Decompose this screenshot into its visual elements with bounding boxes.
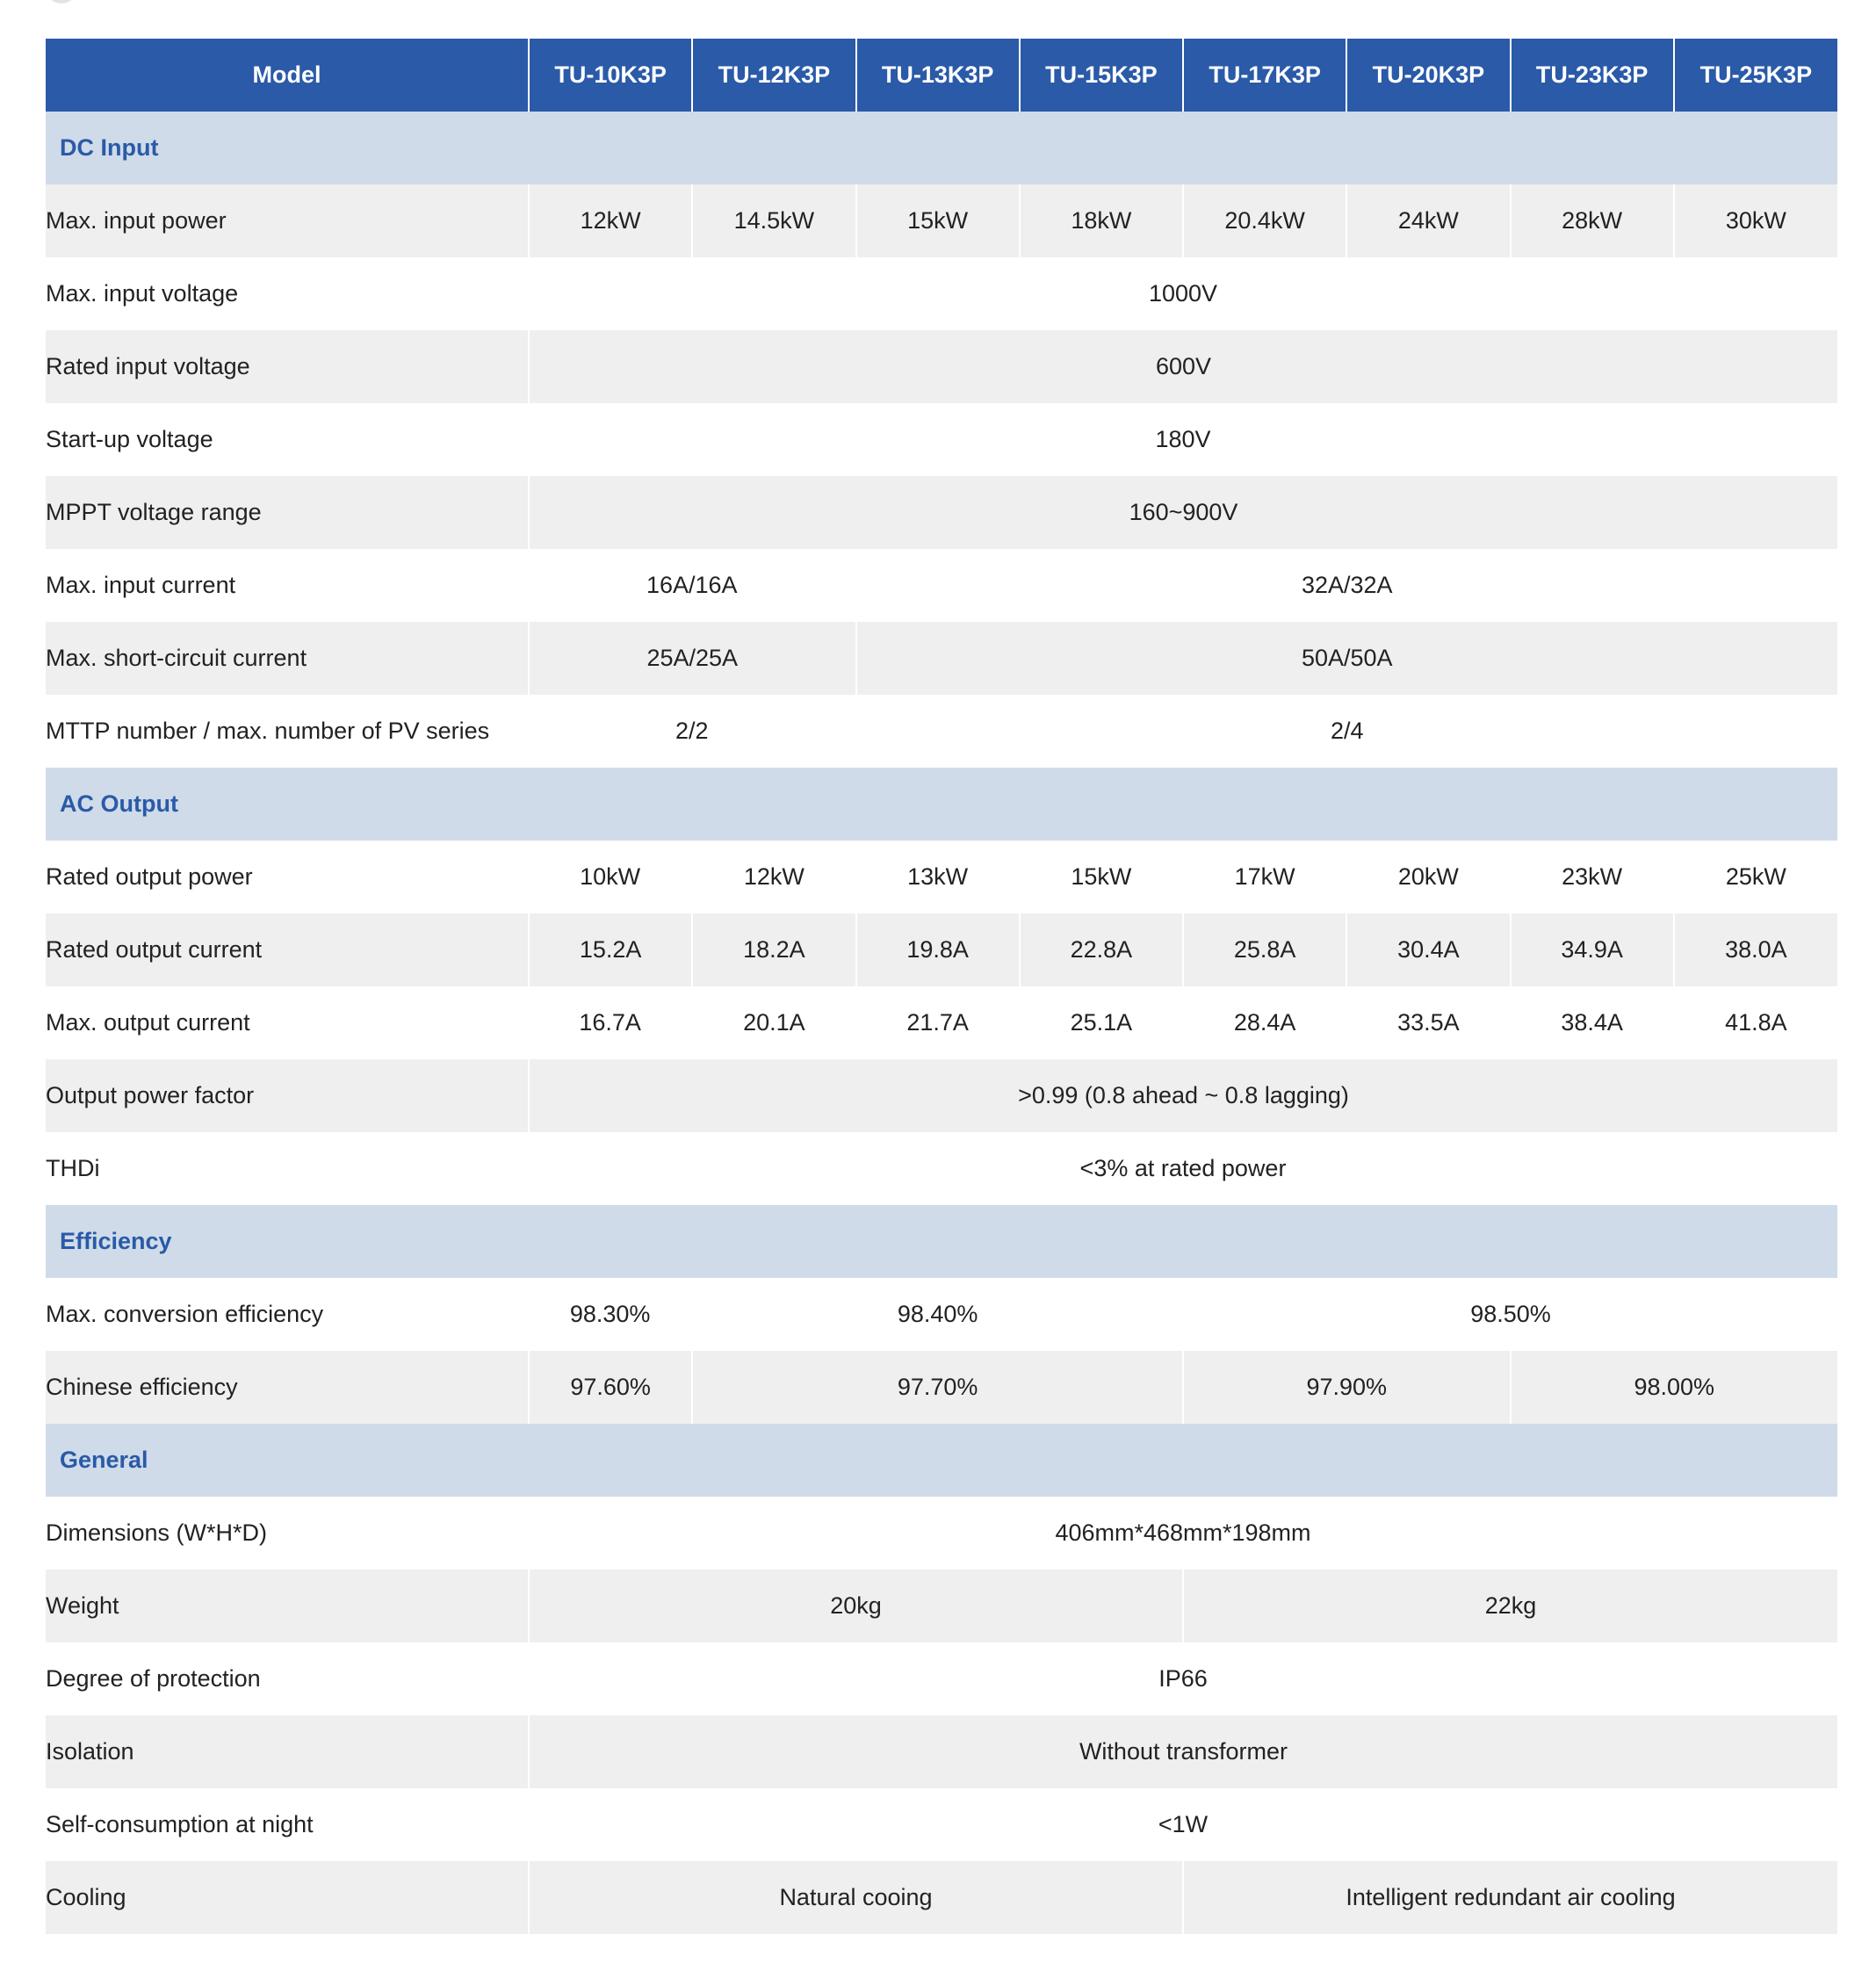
section-title: DC Input: [46, 112, 1837, 184]
cell-value: 98.50%: [1183, 1278, 1837, 1351]
cell-value: 20.4kW: [1183, 184, 1346, 257]
cell-value: 23kW: [1511, 841, 1674, 913]
row-label: Rated output current: [46, 913, 529, 986]
section-title: Efficiency: [46, 1205, 1837, 1278]
cell-value: IP66: [529, 1642, 1837, 1715]
cell-value: 2/2: [529, 695, 856, 768]
model-column-header: TU-25K3P: [1674, 39, 1837, 112]
row-label: Max. input current: [46, 549, 529, 622]
row-label: Degree of protection: [46, 1642, 529, 1715]
section-title: AC Output: [46, 768, 1837, 841]
row-label: Max. short-circuit current: [46, 622, 529, 695]
row-label: Output power factor: [46, 1059, 529, 1132]
row-rated-output-current: [46, 913, 1837, 986]
cell-value: 15kW: [856, 184, 1020, 257]
cell-value: 22.8A: [1020, 913, 1183, 986]
cell-value: 25A/25A: [529, 622, 856, 695]
cell-value: 16A/16A: [529, 549, 856, 622]
cell-value: 600V: [529, 330, 1837, 403]
model-column-header: TU-20K3P: [1346, 39, 1510, 112]
cell-value: 10kW: [529, 841, 692, 913]
cell-value: 97.90%: [1183, 1351, 1511, 1424]
row-label: MPPT voltage range: [46, 476, 529, 549]
row-output-power-factor: [46, 1059, 1837, 1132]
row-thdi: [46, 1132, 1837, 1205]
model-header: Model: [46, 39, 529, 112]
row-label: Max. input power: [46, 184, 529, 257]
cell-value: 13kW: [856, 841, 1020, 913]
row-label: Isolation: [46, 1715, 529, 1788]
cell-value: 50A/50A: [856, 622, 1838, 695]
row-label: Cooling: [46, 1861, 529, 1934]
row-label: Max. input voltage: [46, 257, 529, 330]
row-label: THDi: [46, 1132, 529, 1205]
cell-value: 22kg: [1183, 1570, 1837, 1642]
row-label: Self-consumption at night: [46, 1788, 529, 1861]
cell-value: 20kg: [529, 1570, 1183, 1642]
cell-value: 18kW: [1020, 184, 1183, 257]
section-ac-output: [46, 768, 1837, 841]
row-cooling: [46, 1861, 1837, 1934]
cell-value: 160~900V: [529, 476, 1837, 549]
cell-value: 98.30%: [529, 1278, 692, 1351]
row-degree-of-protection: [46, 1642, 1837, 1715]
row-weight: [46, 1570, 1837, 1642]
header-row: [46, 39, 1837, 112]
cell-value: 14.5kW: [692, 184, 855, 257]
cell-value: >0.99 (0.8 ahead ~ 0.8 lagging): [529, 1059, 1837, 1132]
cell-value: 19.8A: [856, 913, 1020, 986]
cell-value: 12kW: [692, 841, 855, 913]
cell-value: 18.2A: [692, 913, 855, 986]
row-mttp-number: [46, 695, 1837, 768]
row-label: Rated input voltage: [46, 330, 529, 403]
row-label: Start-up voltage: [46, 403, 529, 476]
spec-table: [46, 39, 1837, 1934]
cell-value: 38.0A: [1674, 913, 1837, 986]
cell-value: 97.60%: [529, 1351, 692, 1424]
cell-value: 20.1A: [692, 986, 855, 1059]
row-self-consumption: [46, 1788, 1837, 1861]
cell-value: 30.4A: [1346, 913, 1510, 986]
row-max-conversion-efficiency: [46, 1278, 1837, 1351]
section-dc-input: [46, 112, 1837, 184]
cell-value: 17kW: [1183, 841, 1346, 913]
row-max-input-power: [46, 184, 1837, 257]
section-general: [46, 1424, 1837, 1497]
cell-value: 180V: [529, 403, 1837, 476]
model-column-header: TU-23K3P: [1511, 39, 1674, 112]
cell-value: 406mm*468mm*198mm: [529, 1497, 1837, 1570]
cell-value: 24kW: [1346, 184, 1510, 257]
row-dimensions: [46, 1497, 1837, 1570]
row-max-input-voltage: [46, 257, 1837, 330]
model-column-header: TU-12K3P: [692, 39, 855, 112]
model-column-header: TU-15K3P: [1020, 39, 1183, 112]
model-column-header: TU-17K3P: [1183, 39, 1346, 112]
row-label: Chinese efficiency: [46, 1351, 529, 1424]
model-column-header: TU-13K3P: [856, 39, 1020, 112]
cell-value: 38.4A: [1511, 986, 1674, 1059]
section-efficiency: [46, 1205, 1837, 1278]
row-mppt-voltage-range: [46, 476, 1837, 549]
cell-value: 98.40%: [692, 1278, 1183, 1351]
cell-value: 30kW: [1674, 184, 1837, 257]
cell-value: 21.7A: [856, 986, 1020, 1059]
row-startup-voltage: [46, 403, 1837, 476]
cell-value: 20kW: [1346, 841, 1510, 913]
cell-value: 15kW: [1020, 841, 1183, 913]
row-rated-output-power: [46, 841, 1837, 913]
cell-value: <1W: [529, 1788, 1837, 1861]
cell-value: 98.00%: [1511, 1351, 1838, 1424]
corner-decoration: [46, 0, 77, 4]
cell-value: 25.8A: [1183, 913, 1346, 986]
row-max-output-current: [46, 986, 1837, 1059]
cell-value: 15.2A: [529, 913, 692, 986]
cell-value: 2/4: [856, 695, 1838, 768]
section-title: General: [46, 1424, 1837, 1497]
row-max-input-current: [46, 549, 1837, 622]
row-label: Weight: [46, 1570, 529, 1642]
model-column-header: TU-10K3P: [529, 39, 692, 112]
row-max-short-circuit-current: [46, 622, 1837, 695]
row-label: Max. conversion efficiency: [46, 1278, 529, 1351]
row-chinese-efficiency: [46, 1351, 1837, 1424]
cell-value: 25.1A: [1020, 986, 1183, 1059]
cell-value: Intelligent redundant air cooling: [1183, 1861, 1837, 1934]
cell-value: 32A/32A: [856, 549, 1838, 622]
cell-value: 28.4A: [1183, 986, 1346, 1059]
cell-value: 1000V: [529, 257, 1837, 330]
row-rated-input-voltage: [46, 330, 1837, 403]
cell-value: <3% at rated power: [529, 1132, 1837, 1205]
cell-value: 41.8A: [1674, 986, 1837, 1059]
cell-value: 16.7A: [529, 986, 692, 1059]
cell-value: 34.9A: [1511, 913, 1674, 986]
row-label: Dimensions (W*H*D): [46, 1497, 529, 1570]
cell-value: Natural cooing: [529, 1861, 1183, 1934]
cell-value: 33.5A: [1346, 986, 1510, 1059]
row-label: Rated output power: [46, 841, 529, 913]
cell-value: 97.70%: [692, 1351, 1183, 1424]
row-isolation: [46, 1715, 1837, 1788]
cell-value: 12kW: [529, 184, 692, 257]
cell-value: Without transformer: [529, 1715, 1837, 1788]
row-label: MTTP number / max. number of PV series: [46, 695, 529, 768]
row-label: Max. output current: [46, 986, 529, 1059]
cell-value: 25kW: [1674, 841, 1837, 913]
cell-value: 28kW: [1511, 184, 1674, 257]
